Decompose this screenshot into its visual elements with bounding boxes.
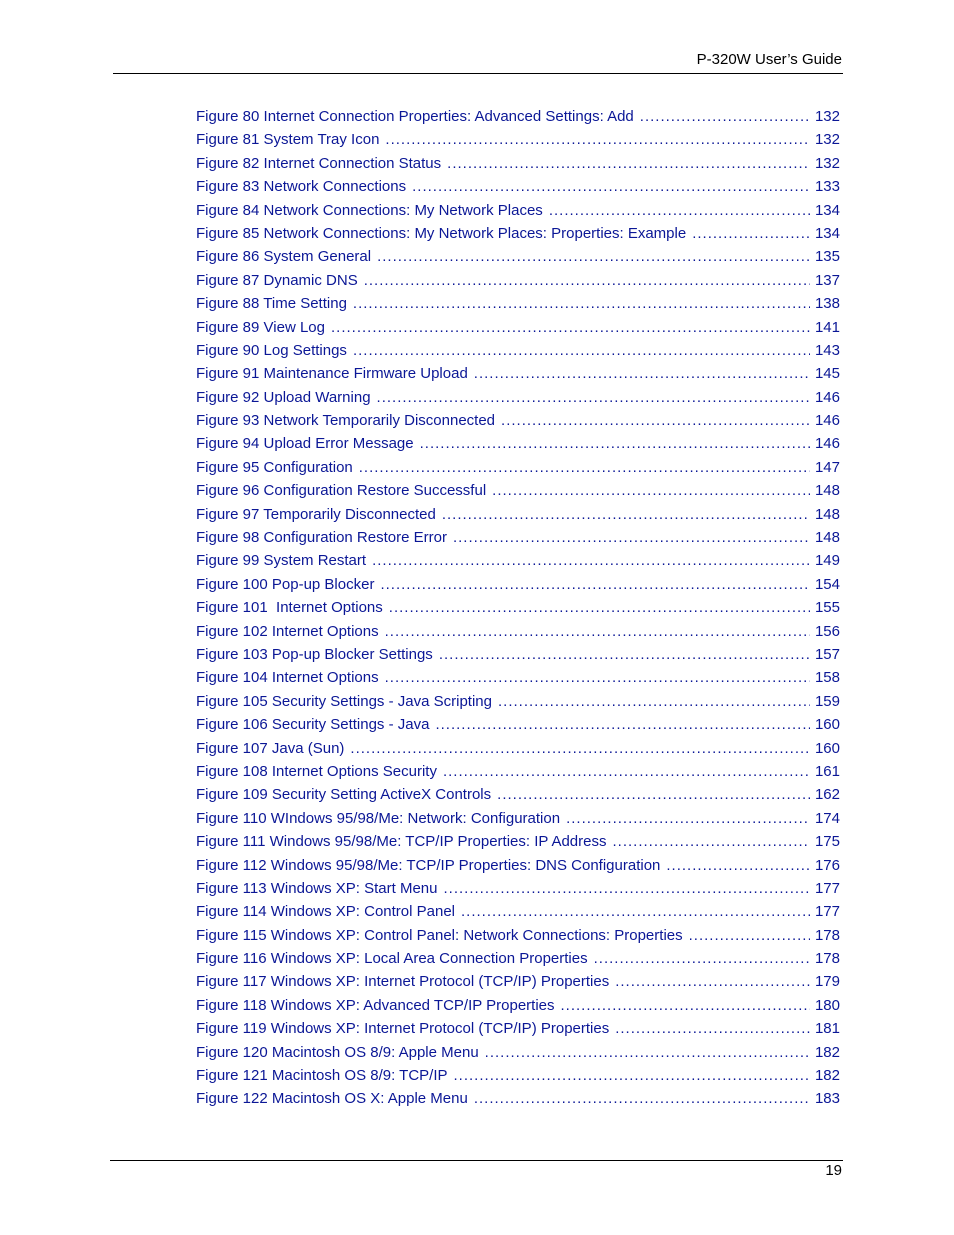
toc-dot-leader [492, 479, 810, 502]
toc-entry[interactable] [196, 339, 840, 362]
toc-entry-page-number[interactable]: 149 [814, 552, 840, 570]
toc-entry-label[interactable]: Figure 80 Internet Connection Properties: Advanced Settings: Add [196, 108, 634, 125]
toc-entry-label[interactable]: Figure 113 Windows XP: Start Menu [196, 879, 438, 897]
toc-entry[interactable] [196, 386, 840, 409]
toc-dot-leader [372, 549, 810, 572]
toc-dot-leader [640, 105, 810, 128]
toc-entry[interactable] [196, 596, 840, 619]
toc-dot-leader [444, 877, 811, 900]
toc-entry-page-number[interactable]: 178 [814, 926, 840, 944]
toc-entry[interactable] [196, 245, 840, 268]
running-header-title: P-320W User’s Guide [696, 51, 842, 68]
toc-dot-leader [497, 783, 810, 806]
toc-entry[interactable] [196, 807, 840, 830]
toc-entry-label[interactable]: Figure 121 Macintosh OS 8/9: TCP/IP [196, 1067, 448, 1085]
toc-dot-leader [461, 900, 810, 923]
toc-entry-page-number[interactable]: 178 [814, 950, 840, 968]
toc-dot-leader [498, 690, 810, 713]
toc-dot-leader [439, 643, 810, 666]
toc-entry[interactable] [196, 994, 840, 1017]
toc-entry-page-number[interactable]: 148 [814, 482, 840, 500]
toc-entry-label[interactable]: Figure 81 System Tray Icon [196, 131, 380, 149]
footer-divider [110, 1160, 843, 1161]
toc-entry-label[interactable]: Figure 99 System Restart [196, 552, 367, 570]
toc-dot-leader [666, 854, 810, 877]
toc-entry-page-number[interactable]: 148 [814, 505, 840, 523]
toc-dot-leader [485, 1041, 810, 1064]
toc-entry-page-number[interactable]: 137 [814, 271, 840, 289]
toc-entry-page-number[interactable]: 154 [814, 575, 840, 593]
toc-entry[interactable] [196, 737, 840, 760]
toc-entry-label[interactable]: Figure 83 Network Connections [196, 178, 407, 196]
toc-entry-label[interactable]: Figure 94 Upload Error Message [196, 435, 414, 453]
toc-entry[interactable] [196, 105, 840, 128]
toc-entry-page-number[interactable]: 146 [814, 388, 840, 406]
toc-entry-page-number[interactable]: 143 [814, 341, 840, 359]
toc-entry-page-number[interactable]: 134 [814, 224, 840, 242]
toc-entry-page-number[interactable]: 135 [814, 248, 840, 266]
toc-dot-leader [692, 222, 810, 245]
toc-entry-page-number[interactable]: 158 [814, 669, 840, 687]
footer-page-number: 19 [825, 1162, 842, 1179]
toc-entry-page-number[interactable]: 182 [814, 1067, 840, 1085]
toc-entry[interactable] [196, 877, 840, 900]
toc-entry-label[interactable]: Figure 112 Windows 95/98/Me: TCP/IP Properties: DNS Configuration [196, 856, 661, 874]
toc-dot-leader [594, 947, 810, 970]
toc-dot-leader [615, 970, 810, 993]
toc-entry-label[interactable]: Figure 93 Network Temporarily Disconnected [196, 412, 496, 430]
toc-entry-page-number[interactable]: 175 [814, 833, 840, 851]
toc-entry-label[interactable]: Figure 122 Macintosh OS X: Apple Menu [196, 1090, 468, 1108]
toc-entry-label[interactable]: Figure 119 Windows XP: Internet Protocol (TCP/IP) Properties [196, 1020, 610, 1038]
toc-dot-leader [353, 292, 810, 315]
toc-entry[interactable] [196, 666, 840, 689]
toc-dot-leader [612, 830, 810, 853]
toc-entry-label[interactable]: Figure 115 Windows XP: Control Panel: Network Connections: Properties [196, 926, 683, 944]
toc-dot-leader [443, 760, 810, 783]
toc-entry-page-number[interactable]: 177 [814, 879, 840, 897]
toc-entry-page-number[interactable]: 182 [814, 1043, 840, 1061]
toc-dot-leader [353, 339, 810, 362]
toc-entry-page-number[interactable]: 159 [814, 692, 840, 710]
toc-entry[interactable] [196, 316, 840, 339]
toc-entry-page-number[interactable]: 148 [814, 529, 840, 547]
toc-dot-leader [377, 386, 810, 409]
toc-entry-page-number[interactable]: 157 [814, 645, 840, 663]
toc-entry-page-number[interactable]: 132 [814, 131, 840, 149]
toc-entry[interactable] [196, 292, 840, 315]
toc-dot-leader [453, 526, 810, 549]
toc-entry-label[interactable]: Figure 88 Time Setting [196, 295, 347, 313]
toc-dot-leader [447, 152, 810, 175]
toc-entry-page-number[interactable]: 181 [814, 1020, 840, 1038]
toc-entry[interactable] [196, 900, 840, 923]
toc-entry-page-number[interactable]: 133 [814, 178, 840, 196]
toc-entry-page-number[interactable]: 179 [814, 973, 840, 991]
toc-entry-page-number[interactable]: 147 [814, 458, 840, 476]
toc-entry-page-number[interactable]: 145 [814, 365, 840, 383]
toc-dot-leader [377, 245, 810, 268]
toc-entry-label[interactable]: Figure 95 Configuration [196, 458, 353, 476]
toc-entry-label[interactable]: Figure 114 Windows XP: Control Panel [196, 903, 456, 921]
toc-entry[interactable] [196, 854, 840, 877]
toc-entry-page-number[interactable]: 134 [814, 201, 840, 219]
toc-entry-label[interactable]: Figure 111 Windows 95/98/Me: TCP/IP Properties: IP Address [196, 833, 607, 851]
toc-dot-leader [380, 573, 810, 596]
toc-entry-page-number[interactable]: 162 [814, 786, 840, 804]
toc-entry-label[interactable]: Figure 106 Security Settings - Java [196, 716, 430, 734]
toc-entry[interactable] [196, 432, 840, 455]
toc-entry-page-number[interactable]: 183 [814, 1090, 840, 1108]
toc-entry[interactable] [196, 947, 840, 970]
toc-entry-label[interactable]: Figure 96 Configuration Restore Successful [196, 482, 487, 500]
toc-entry[interactable] [196, 269, 840, 292]
toc-entry[interactable] [196, 409, 840, 432]
toc-entry[interactable] [196, 152, 840, 175]
toc-entry-label[interactable]: Figure 103 Pop-up Blocker Settings [196, 645, 433, 663]
toc-entry-page-number[interactable]: 174 [814, 809, 840, 827]
toc-dot-leader [359, 456, 810, 479]
toc-entry[interactable] [196, 924, 840, 947]
toc-entry-page-number[interactable]: 160 [814, 739, 840, 757]
toc-entry-label[interactable]: Figure 82 Internet Connection Status [196, 154, 442, 172]
toc-entry[interactable] [196, 128, 840, 151]
toc-dot-leader [389, 596, 810, 619]
toc-entry[interactable] [196, 1087, 840, 1110]
toc-entry[interactable] [196, 783, 840, 806]
toc-entry[interactable] [196, 1041, 840, 1064]
toc-entry-label[interactable]: Figure 105 Security Settings - Java Scripting [196, 692, 492, 710]
toc-entry[interactable] [196, 573, 840, 596]
toc-entry[interactable] [196, 620, 840, 643]
toc-dot-leader [454, 1064, 810, 1087]
toc-entry[interactable] [196, 479, 840, 502]
toc-entry[interactable] [196, 760, 840, 783]
toc-entry-page-number[interactable]: 141 [814, 318, 840, 336]
toc-entry-page-number[interactable]: 176 [814, 856, 840, 874]
toc-entry[interactable] [196, 1017, 840, 1040]
toc-dot-leader [566, 807, 810, 830]
toc-dot-leader [331, 316, 810, 339]
toc-entry[interactable] [196, 549, 840, 572]
toc-entry-label[interactable]: Figure 85 Network Connections: My Network Places: Properties: Example [196, 224, 687, 242]
toc-entry-label[interactable]: Figure 117 Windows XP: Internet Protocol (TCP/IP) Properties [196, 973, 610, 991]
list-of-figures [196, 105, 840, 1111]
toc-dot-leader [364, 269, 810, 292]
toc-entry-page-number[interactable]: 161 [814, 762, 840, 780]
toc-dot-leader [435, 713, 810, 736]
toc-entry-page-number[interactable]: 132 [814, 108, 840, 125]
toc-entry-label[interactable]: Figure 107 Java (Sun) [196, 739, 345, 757]
toc-entry[interactable] [196, 199, 840, 222]
toc-entry-label[interactable]: Figure 110 WIndows 95/98/Me: Network: Configuration [196, 809, 561, 827]
toc-entry-label[interactable]: Figure 84 Network Connections: My Network Places [196, 201, 543, 219]
toc-entry-page-number[interactable]: 177 [814, 903, 840, 921]
toc-entry-page-number[interactable]: 146 [814, 412, 840, 430]
toc-entry-page-number[interactable]: 160 [814, 716, 840, 734]
toc-entry[interactable] [196, 503, 840, 526]
toc-dot-leader [420, 432, 810, 455]
toc-entry[interactable] [196, 970, 840, 993]
toc-entry[interactable] [196, 713, 840, 736]
toc-entry-label[interactable]: Figure 92 Upload Warning [196, 388, 371, 406]
toc-entry-label[interactable]: Figure 98 Configuration Restore Error [196, 529, 447, 547]
toc-entry-label[interactable]: Figure 86 System General [196, 248, 372, 266]
toc-dot-leader [474, 1087, 810, 1110]
toc-entry-label[interactable]: Figure 100 Pop-up Blocker [196, 575, 375, 593]
toc-entry-page-number[interactable]: 132 [814, 154, 840, 172]
toc-entry-page-number[interactable]: 146 [814, 435, 840, 453]
toc-entry[interactable] [196, 830, 840, 853]
toc-dot-leader [385, 666, 810, 689]
toc-dot-leader [474, 362, 810, 385]
toc-entry-label[interactable]: Figure 108 Internet Options Security [196, 762, 437, 780]
toc-dot-leader [385, 128, 810, 151]
toc-entry[interactable] [196, 222, 840, 245]
toc-dot-leader [549, 199, 810, 222]
toc-entry-label[interactable]: Figure 97 Temporarily Disconnected [196, 505, 436, 523]
toc-entry-label[interactable]: Figure 91 Maintenance Firmware Upload [196, 365, 468, 383]
toc-dot-leader [689, 924, 810, 947]
toc-entry-label[interactable]: Figure 118 Windows XP: Advanced TCP/IP Properties [196, 996, 555, 1014]
toc-entry-page-number[interactable]: 155 [814, 599, 840, 617]
toc-dot-leader [442, 503, 810, 526]
toc-entry-label[interactable]: Figure 102 Internet Options [196, 622, 379, 640]
toc-dot-leader [501, 409, 810, 432]
toc-entry-label[interactable]: Figure 104 Internet Options [196, 669, 379, 687]
toc-entry-page-number[interactable]: 138 [814, 295, 840, 313]
toc-entry-label[interactable]: Figure 101 Internet Options [196, 599, 383, 617]
toc-dot-leader [350, 737, 810, 760]
toc-entry[interactable] [196, 643, 840, 666]
toc-entry-label[interactable]: Figure 120 Macintosh OS 8/9: Apple Menu [196, 1043, 479, 1061]
toc-entry[interactable] [196, 1064, 840, 1087]
toc-entry[interactable] [196, 526, 840, 549]
toc-entry-label[interactable]: Figure 109 Security Setting ActiveX Controls [196, 786, 492, 804]
toc-dot-leader [561, 994, 810, 1017]
header-divider [113, 73, 843, 74]
toc-entry-page-number[interactable]: 180 [814, 996, 840, 1014]
toc-entry-page-number[interactable]: 156 [814, 622, 840, 640]
toc-dot-leader [615, 1017, 810, 1040]
toc-entry[interactable] [196, 362, 840, 385]
toc-entry-label[interactable]: Figure 87 Dynamic DNS [196, 271, 358, 289]
toc-entry[interactable] [196, 690, 840, 713]
toc-entry-label[interactable]: Figure 90 Log Settings [196, 341, 347, 359]
toc-entry[interactable] [196, 175, 840, 198]
toc-entry-label[interactable]: Figure 89 View Log [196, 318, 325, 336]
toc-dot-leader [385, 620, 810, 643]
toc-entry-label[interactable]: Figure 116 Windows XP: Local Area Connection Properties [196, 950, 588, 968]
toc-entry[interactable] [196, 456, 840, 479]
toc-dot-leader [412, 175, 810, 198]
